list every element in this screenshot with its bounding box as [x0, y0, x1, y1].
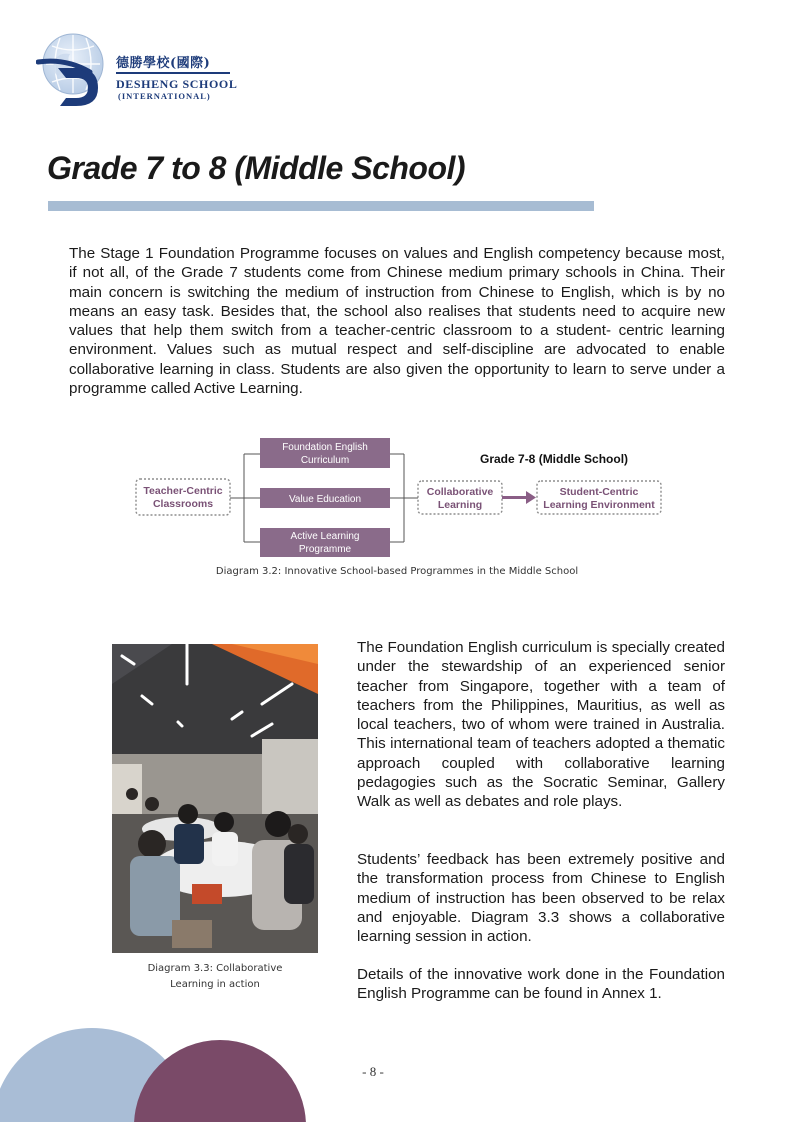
flow-arrow	[502, 491, 536, 504]
active-learning-box	[260, 528, 390, 557]
teacher-centric-line1: Teacher-Centric	[143, 485, 223, 497]
value-education-box	[260, 488, 390, 508]
value-education-label: Value Education	[288, 494, 362, 505]
diagram-heading: Grade 7-8 (Middle School)	[480, 452, 629, 466]
teacher-centric-box	[136, 479, 230, 515]
student-feedback-paragraph: Students’ feedback has been extremely positive and the transformation process from Chinese to English medium of instruction has been observed to be relax and enjoyable. Diagram 3.3 shows a collaborative learning session in action.	[357, 851, 725, 946]
school-name-international: (INTERNATIONAL)	[118, 91, 211, 101]
diagram-caption: Diagram 3.2: Innovative School-based Programmes in the Middle School	[215, 566, 579, 577]
photo-caption-line1: Diagram 3.3: Collaborative	[147, 963, 283, 974]
student-centric-line1: Student-Centric	[559, 486, 639, 498]
classroom-photo	[112, 644, 318, 953]
collaborative-line1: Collaborative	[426, 486, 494, 498]
annex-reference-paragraph: Details of the innovative work done in the Foundation English Programme can be found in Annex 1.	[357, 966, 725, 1003]
active-learning-line1: Active Learning	[290, 531, 360, 542]
foundation-english-line1: Foundation English	[282, 442, 368, 453]
foundation-english-paragraph: The Foundation English curriculum is specially created under the stewardship of an experienced senior teacher from Singapore, together with a team of teachers from the Philippines, Mauritius, as well as local teachers, two of whom were trained in Australia. This international team of teachers adopted a thematic approach coupled with collaborative learning pedagogies such as the Socratic Seminar, Gallery Walk as well as debates and role plays.	[357, 639, 725, 811]
photo-caption	[112, 961, 318, 993]
foundation-english-box	[260, 438, 390, 468]
school-name-chinese: 德勝學校(國際)	[116, 56, 211, 71]
logo-divider	[116, 72, 230, 74]
title-underline-bar	[48, 201, 594, 211]
student-centric-line2: Learning Environment	[543, 499, 655, 511]
collaborative-line2: Learning	[437, 499, 483, 511]
school-logo-emblem	[36, 32, 106, 108]
school-name-english: DESHENG SCHOOL	[116, 77, 238, 91]
page-number: - 8 -	[362, 1064, 384, 1079]
intro-paragraph: The Stage 1 Foundation Programme focuses on values and English competency because most, if not all, of the Grade 7 students come from Chinese medium primary schools in China. Their main concern is switching the medium of instruction from Chinese to English, which is by no means an easy task. Besides that, the school also realises that students need to acquire new values that help them switch from a teacher-centric classroom to a student- centric learning environment. Values such as mutual respect and self-discipline are advocated to enable collaborative learning in class. Students are also given the opportunity to learn to serve under a programme called Active Learning.	[69, 245, 725, 398]
teacher-centric-line2: Classrooms	[152, 498, 214, 510]
plum-circle	[134, 1040, 306, 1122]
student-centric-box	[537, 481, 661, 514]
collaborative-learning-box	[418, 481, 502, 514]
page-title: Grade 7 to 8 (Middle School)	[47, 150, 466, 186]
photo-caption-line2: Learning in action	[170, 979, 260, 990]
decorative-circles	[0, 1018, 320, 1122]
left-bracket-connector	[230, 454, 260, 542]
foundation-english-line2: Curriculum	[300, 455, 350, 466]
programme-flow-diagram	[130, 432, 670, 562]
right-bracket-connector	[390, 454, 418, 542]
active-learning-line2: Programme	[298, 544, 352, 555]
